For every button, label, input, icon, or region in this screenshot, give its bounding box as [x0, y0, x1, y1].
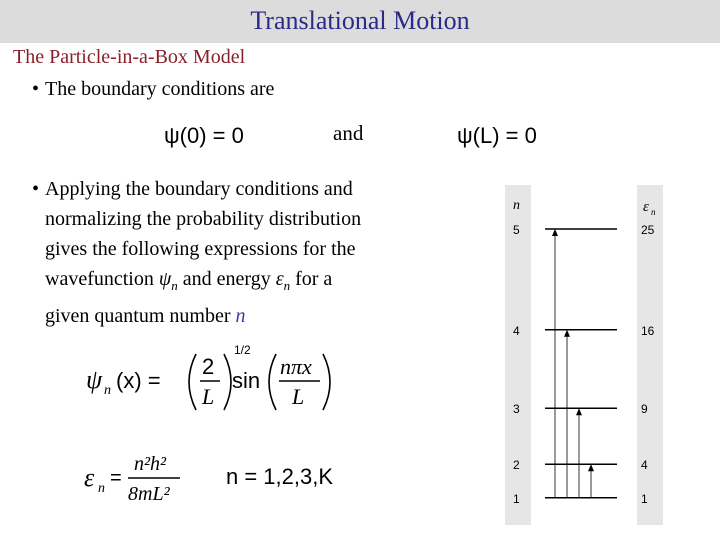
diagram-levels	[513, 223, 655, 506]
en-lhs: ε	[84, 463, 95, 492]
wf-frac-num: 2	[202, 354, 215, 379]
bullet-applying-conditions	[32, 174, 452, 331]
diagram-left-header: n	[513, 198, 520, 213]
en-num: n²h²	[134, 453, 166, 475]
bullet-line-5	[32, 301, 452, 331]
wf-paren-right-1	[224, 354, 231, 410]
level-energy-label: 4	[641, 458, 648, 473]
psi-symbol: ψ	[158, 268, 172, 290]
bullet-boundary-conditions	[32, 74, 274, 104]
quantum-number-n: n	[235, 305, 246, 327]
bc-right-text: ψ(L) = 0	[457, 123, 537, 148]
transition-arrowhead	[564, 330, 570, 337]
level-n-label: 3	[513, 402, 520, 417]
wf-paren-right-2	[323, 354, 330, 410]
en-equals: =	[110, 467, 122, 489]
transition-arrowhead	[552, 229, 558, 236]
slide-title: Translational Motion	[250, 6, 470, 35]
level-n-label: 2	[513, 458, 520, 473]
wf-lhs-arg: (x) =	[116, 368, 161, 393]
wf-arg-num: nπx	[280, 354, 312, 379]
bullet-line-1: Applying the boundary conditions and	[45, 178, 353, 200]
wf-arg-den: L	[292, 384, 305, 409]
wf-paren-left-1	[189, 354, 196, 410]
bullet-line-2: normalizing the probability distribution	[45, 208, 362, 230]
equation-wavefunction	[82, 342, 342, 416]
epsilon-symbol: ε	[275, 268, 284, 290]
level-energy-label: 9	[641, 402, 648, 417]
en-den: 8mL²	[128, 483, 170, 505]
equation-bc-left	[160, 118, 270, 152]
bullet-line-3: gives the following expressions for the	[45, 238, 356, 260]
line4-part-a: wavefunction	[45, 268, 159, 290]
energy-level-diagram	[505, 185, 673, 525]
level-energy-label: 1	[641, 491, 648, 506]
diagram-right-header: ε	[643, 199, 649, 215]
equation-energy	[82, 442, 342, 512]
en-range: n = 1,2,3,K	[226, 464, 334, 489]
and-connector: and	[333, 121, 364, 145]
bullet-dot: •	[32, 78, 40, 100]
wf-lhs-sub: n	[104, 383, 111, 398]
transition-arrowhead	[588, 464, 594, 471]
psi-subscript: n	[171, 278, 178, 293]
wf-func: sin	[232, 368, 261, 393]
en-lhs-sub: n	[98, 481, 105, 496]
equation-bc-right	[453, 118, 563, 152]
line5-part-a: given quantum number	[45, 305, 236, 327]
bc-left-text: ψ(0) = 0	[164, 123, 244, 148]
line4-part-b: and energy	[177, 268, 276, 290]
wf-frac-den: L	[202, 384, 215, 409]
diagram-right-header-sub: n	[651, 207, 656, 217]
level-energy-label: 25	[641, 223, 655, 237]
slide-subtitle: The Particle-in-a-Box Model	[13, 46, 246, 68]
transition-arrowhead	[576, 408, 582, 415]
level-n-label: 4	[513, 323, 520, 338]
level-n-label: 1	[513, 491, 520, 506]
level-n-label: 5	[513, 223, 520, 237]
level-energy-label: 16	[641, 323, 655, 338]
epsilon-subscript: n	[283, 278, 291, 293]
wf-exponent: 1/2	[234, 343, 251, 357]
wf-lhs: ψ	[86, 365, 103, 394]
bullet-dot: •	[32, 178, 40, 200]
wf-paren-left-2	[269, 354, 276, 410]
line4-part-c: for a	[290, 268, 333, 290]
bullet-text: The boundary conditions are	[45, 78, 275, 100]
title-bar	[0, 0, 720, 43]
bullet-line-4	[32, 264, 452, 301]
